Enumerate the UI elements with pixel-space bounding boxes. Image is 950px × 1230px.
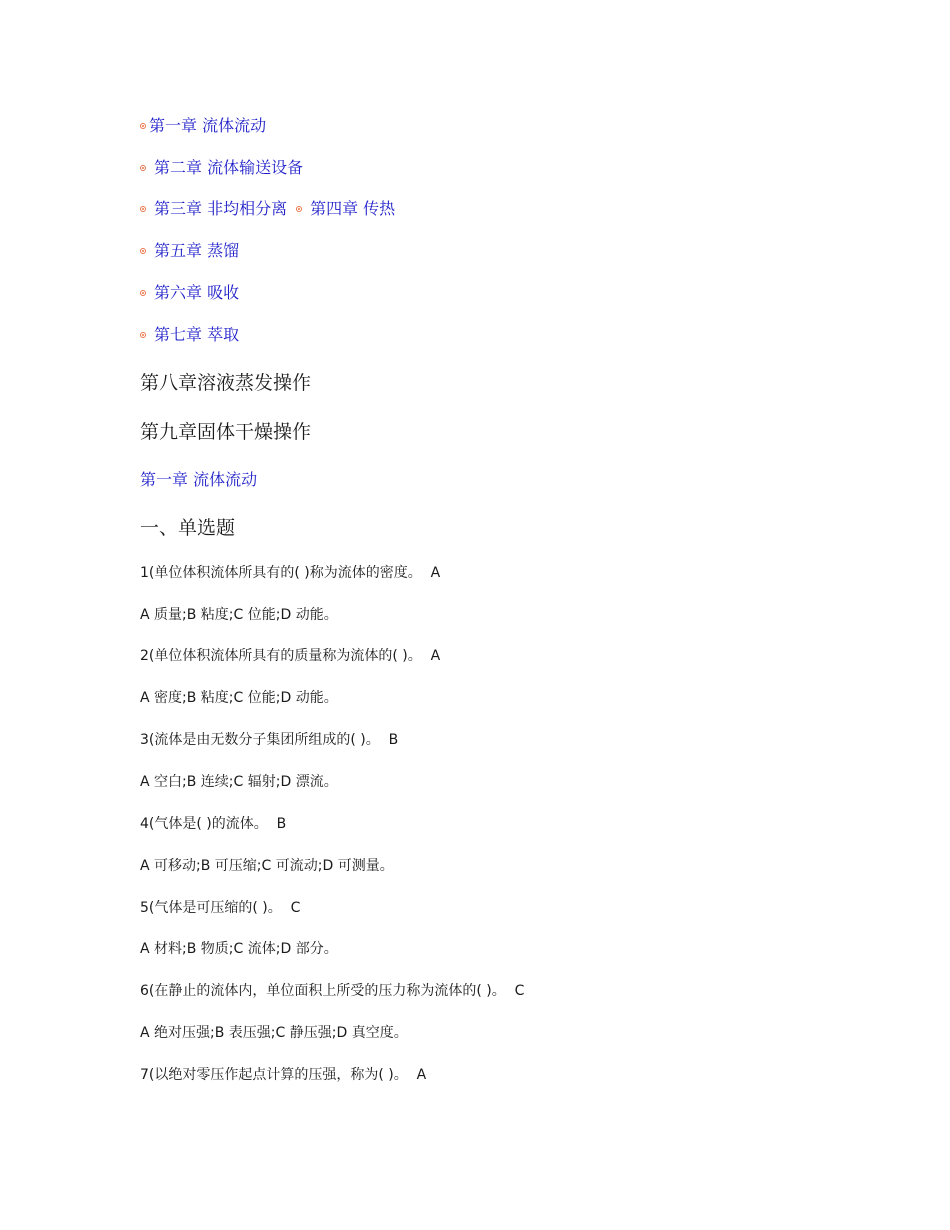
question-1-stem: 1(单位体积流体所具有的( )称为流体的密度。 A [140, 565, 441, 581]
circle-bullet-icon [140, 165, 146, 171]
toc-link-chapter-3[interactable]: 第三章 非均相分离 [154, 199, 288, 218]
question-4-stem: 4(气体是( )的流体。 B [140, 816, 287, 832]
question-4-options: A 可移动;B 可压缩;C 可流动;D 可测量。 [140, 858, 394, 874]
toc-line-2 [140, 158, 303, 178]
question-5-stem: 5(气体是可压缩的( )。 C [140, 900, 301, 916]
toc-link-chapter-1[interactable]: 第一章 流体流动 [149, 116, 267, 135]
toc-line-6 [140, 283, 239, 303]
question-2-stem: 2(单位体积流体所具有的质量称为流体的( )。 A [140, 648, 441, 664]
question-6-options: A 绝对压强;B 表压强;C 静压强;D 真空度。 [140, 1025, 408, 1041]
toc-line-1 [140, 116, 266, 136]
chapter-9-heading: 第九章固体干燥操作 [140, 421, 312, 443]
circle-bullet-icon [140, 123, 146, 129]
circle-bullet-icon [140, 332, 146, 338]
question-3-stem: 3(流体是由无数分子集团所组成的( )。 B [140, 732, 399, 748]
chapter-1-anchor-link[interactable]: 第一章 流体流动 [140, 470, 258, 489]
chapter-8-heading: 第八章溶液蒸发操作 [140, 372, 312, 394]
toc-link-chapter-2[interactable]: 第二章 流体输送设备 [154, 158, 304, 177]
question-3-options: A 空白;B 连续;C 辐射;D 漂流。 [140, 774, 338, 790]
circle-bullet-icon [296, 206, 302, 212]
toc-line-3 [140, 199, 395, 219]
circle-bullet-icon [140, 290, 146, 296]
toc-line-5 [140, 241, 239, 261]
toc-link-chapter-4[interactable]: 第四章 传热 [310, 199, 396, 218]
circle-bullet-icon [140, 248, 146, 254]
toc-link-chapter-5[interactable]: 第五章 蒸馏 [154, 241, 240, 260]
toc-link-chapter-7[interactable]: 第七章 萃取 [154, 325, 240, 344]
section-heading: 一、单选题 [140, 517, 236, 539]
toc-line-7 [140, 325, 239, 345]
circle-bullet-icon [140, 206, 146, 212]
question-6-stem: 6(在静止的流体内，单位面积上所受的压力称为流体的( )。 C [140, 983, 525, 999]
question-2-options: A 密度;B 粘度;C 位能;D 动能。 [140, 690, 338, 706]
toc-link-chapter-6[interactable]: 第六章 吸收 [154, 283, 240, 302]
question-7-stem: 7(以绝对零压作起点计算的压强，称为( )。 A [140, 1067, 427, 1083]
question-5-options: A 材料;B 物质;C 流体;D 部分。 [140, 941, 338, 957]
question-1-options: A 质量;B 粘度;C 位能;D 动能。 [140, 607, 338, 623]
